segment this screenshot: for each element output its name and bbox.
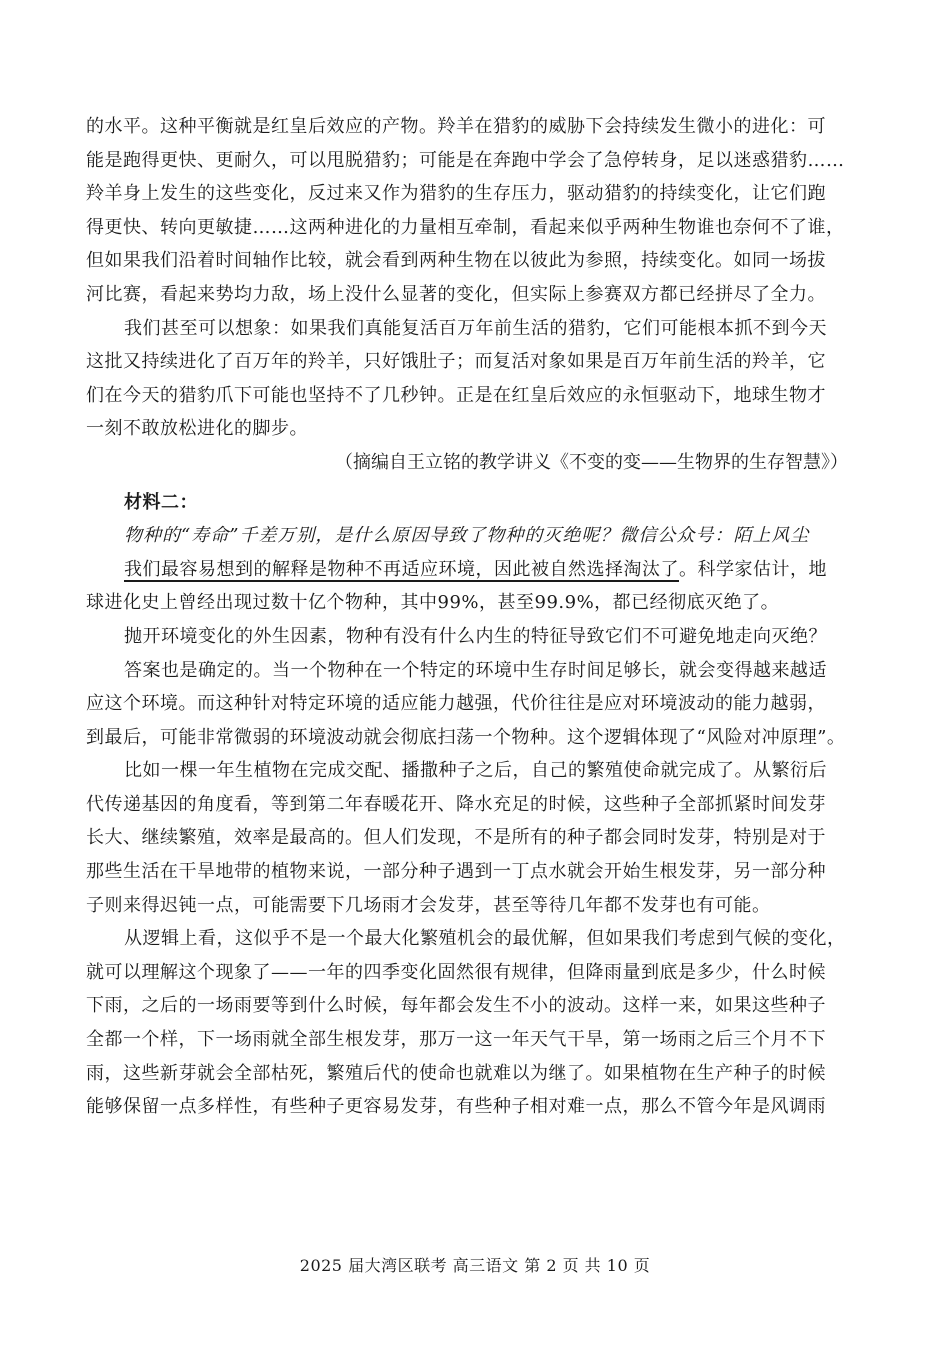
text-span: 。科学家估计，地 xyxy=(679,558,827,580)
text-line: 答案也是确定的。当一个物种在一个特定的环境中生存时间足够长，就会变得越来越适 xyxy=(124,659,827,681)
text-line: 那些生活在干旱地带的植物来说，一部分种子遇到一丁点水就会开始生根发芽，另一部分种 xyxy=(86,861,826,883)
text-line: 能够保留一点多样性，有些种子更容易发芽，有些种子相对难一点，那么不管今年是风调雨 xyxy=(86,1096,826,1118)
text-line: 就可以理解这个现象了——一年的四季变化固然很有规律，但降雨量到底是多少，什么时候 xyxy=(86,961,826,983)
text-line: 一刻不敢放松进化的脚步。 xyxy=(86,418,308,440)
text-line: 得更快、转向更敏捷……这两种进化的力量相互牵制，看起来似乎两种生物谁也奈何不了谁， xyxy=(86,216,845,238)
text-line: 能是跑得更快、更耐久，可以甩脱猎豹；可能是在奔跑中学会了急停转身，足以迷惑猎豹…… xyxy=(86,149,845,171)
paragraph-example xyxy=(86,754,866,922)
text-line: 代传递基因的角度看，等到第二年春暖花开、降水充足的时候，这些种子全部抓紧时间发芽 xyxy=(86,793,826,815)
document-body xyxy=(86,110,866,1124)
text-line: 但如果我们沿着时间轴作比较，就会看到两种生物在以彼此为参照，持续变化。如同一场拔 xyxy=(86,250,826,272)
paragraph-question: 抛开环境变化的外生因素，物种有没有什么内生的特征导致它们不可避免地走向灭绝？ xyxy=(124,625,827,647)
material-subtitle: 物种的“寿命”千差万别，是什么原因导致了物种的灭绝呢？微信公众号：陌上风尘 xyxy=(124,525,810,547)
underlined-sentence: 我们最容易想到的解释是物种不再适应环境，因此被自然选择淘汰了 xyxy=(124,558,679,580)
material-heading: 材料二： xyxy=(124,491,198,513)
paragraph-logic xyxy=(86,922,866,1124)
paragraph-explanation xyxy=(86,553,866,620)
text-line: 们在今天的猎豹爪下可能也坚持不了几秒钟。正是在红皇后效应的永恒驱动下，地球生物才 xyxy=(86,384,826,406)
paragraph-continued xyxy=(86,110,866,312)
text-line: 河比赛，看起来势均力敌，场上没什么显著的变化，但实际上参赛双方都已经拼尽了全力。 xyxy=(86,283,826,305)
page-footer: 2025 届大湾区联考 高三语文 第 2 页 共 10 页 xyxy=(299,1256,651,1275)
text-line: 球进化史上曾经出现过数十亿个物种，其中99%，甚至99.9%，都已经彻底灭绝了。 xyxy=(86,592,780,614)
text-line: 的水平。这种平衡就是红皇后效应的产物。羚羊在猎豹的威胁下会持续发生微小的进化：可 xyxy=(86,116,826,137)
text-line: 羚羊身上发生的这些变化，反过来又作为猎豹的生存压力，驱动猎豹的持续变化，让它们跑 xyxy=(86,183,826,205)
text-line: 我们甚至可以想象：如果我们真能复活百万年前生活的猎豹，它们可能根本抓不到今天 xyxy=(124,317,827,339)
source-citation: （摘编自王立铭的教学讲义《不变的变——生物界的生存智慧》） xyxy=(335,451,848,473)
text-line: 比如一棵一年生植物在完成交配、播撒种子之后，自己的繁殖使命就完成了。从繁衍后 xyxy=(124,760,827,782)
text-line: 到最后，可能非常微弱的环境波动就会彻底扫荡一个物种。这个逻辑体现了“风险对冲原理”。 xyxy=(86,726,846,748)
text-line: 从逻辑上看，这似乎不是一个最大化繁殖机会的最优解，但如果我们考虑到气候的变化， xyxy=(124,928,846,950)
paragraph-imagine xyxy=(86,312,866,446)
text-line: 应这个环境。而这种针对特定环境的适应能力越强，代价往往是应对环境波动的能力越弱， xyxy=(86,693,826,715)
text-line: 长大、继续繁殖，效率是最高的。但人们发现，不是所有的种子都会同时发芽，特别是对于 xyxy=(86,827,826,849)
text-line: 全都一个样，下一场雨就全部生根发芽，那万一这一年天气干旱，第一场雨之后三个月不下 xyxy=(86,1029,826,1051)
text-line: 子则来得迟钝一点，可能需要下几场雨才会发芽，甚至等待几年都不发芽也有可能。 xyxy=(86,894,771,916)
text-line xyxy=(86,553,866,587)
text-line: 下雨，之后的一场雨要等到什么时候，每年都会发生不小的波动。这样一来，如果这些种子 xyxy=(86,995,826,1017)
paragraph-answer xyxy=(86,654,866,755)
text-line: 这批又持续进化了百万年的羚羊，只好饿肚子；而复活对象如果是百万年前生活的羚羊，它 xyxy=(86,351,826,373)
text-line: 雨，这些新芽就会全部枯死，繁殖后代的使命也就难以为继了。如果植物在生产种子的时候 xyxy=(86,1062,826,1084)
